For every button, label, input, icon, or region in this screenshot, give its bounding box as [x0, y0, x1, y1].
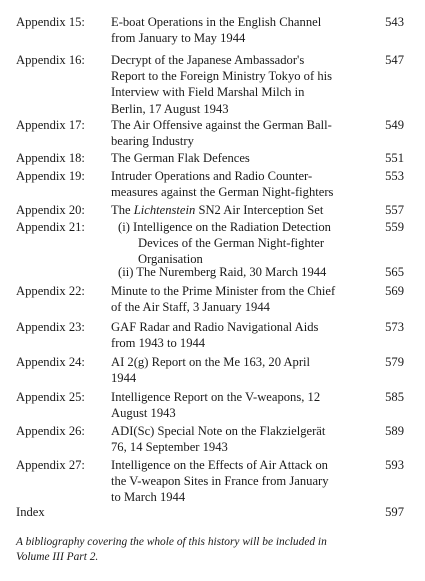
entry-subtitle-ii: (ii) The Nuremberg Raid, 30 March 1944	[118, 265, 327, 279]
entry-title: Intelligence Report on the V-weapons, 12 August 1943	[111, 390, 321, 421]
entry-page-number: 565	[385, 265, 404, 279]
entry-title: Intruder Operations and Radio Counter- measures against the German Night-fighters	[111, 169, 334, 200]
entry-page-number: 551	[385, 151, 404, 165]
entry-page-number: 559	[385, 220, 404, 234]
entry-title: The Lichtenstein SN2 Air Interception Set	[111, 203, 324, 217]
entry-page-number: 585	[385, 390, 404, 404]
entry-label: Appendix 25:	[16, 390, 85, 404]
entry-label: Appendix 24:	[16, 355, 85, 369]
entry-page-number: 597	[385, 505, 404, 519]
entry-page-number: 573	[385, 320, 404, 334]
entry-title: E-boat Operations in the English Channel from January to May 1944	[111, 15, 322, 46]
entry-label: Appendix 15:	[16, 15, 85, 29]
entry-title: AI 2(g) Report on the Me 163, 20 April 1944	[111, 355, 311, 386]
entry-page-number: 553	[385, 169, 404, 183]
entry-label: Appendix 20:	[16, 203, 85, 217]
entry-label: Appendix 21:	[16, 220, 85, 234]
entry-label: Appendix 22:	[16, 284, 85, 298]
entry-page-number: 593	[385, 458, 404, 472]
bibliography-note: A bibliography covering the whole of this history will be included in Volume III Part 2.	[16, 536, 327, 563]
entry-subtitle-i: (i) Intelligence on the Radiation Detection Devices of the German Night-fighter Organisation	[118, 220, 331, 267]
entry-title: The Air Offensive against the German Ball- bearing Industry	[111, 118, 332, 149]
entry-label: Appendix 19:	[16, 169, 85, 183]
italic-term: Lichtenstein	[133, 203, 196, 217]
entry-label: Appendix 17:	[16, 118, 85, 132]
entry-page-number: 549	[385, 118, 404, 132]
entry-label: Appendix 26:	[16, 424, 85, 438]
entry-page-number: 543	[385, 15, 404, 29]
entry-label: Appendix 23:	[16, 320, 85, 334]
entry-label: Index	[16, 505, 45, 519]
entry-title: Minute to the Prime Minister from the Chief of the Air Staff, 3 January 1944	[111, 284, 336, 315]
entry-page-number: 557	[385, 203, 404, 217]
entry-label: Appendix 18:	[16, 151, 85, 165]
entry-page-number: 547	[385, 53, 404, 67]
entry-title: GAF Radar and Radio Navigational Aids from 1943 to 1944	[111, 320, 319, 351]
entry-label: Appendix 27:	[16, 458, 85, 472]
entry-title: The German Flak Defences	[111, 151, 250, 165]
entry-page-number: 579	[385, 355, 404, 369]
entry-title: ADI(Sc) Special Note on the Flakzielgerät 76, 14 September 1943	[111, 424, 326, 455]
entry-title: Decrypt of the Japanese Ambassador's Report to the Foreign Ministry Tokyo of his Interview with Field Marshal Milch in Berlin, 17 August 1943	[111, 53, 333, 116]
entry-page-number: 569	[385, 284, 404, 298]
entry-label: Appendix 16:	[16, 53, 85, 67]
entry-title: Intelligence on the Effects of Air Attack on the V-weapon Sites in France from January to March 1944	[111, 458, 329, 505]
entry-page-number: 589	[385, 424, 404, 438]
